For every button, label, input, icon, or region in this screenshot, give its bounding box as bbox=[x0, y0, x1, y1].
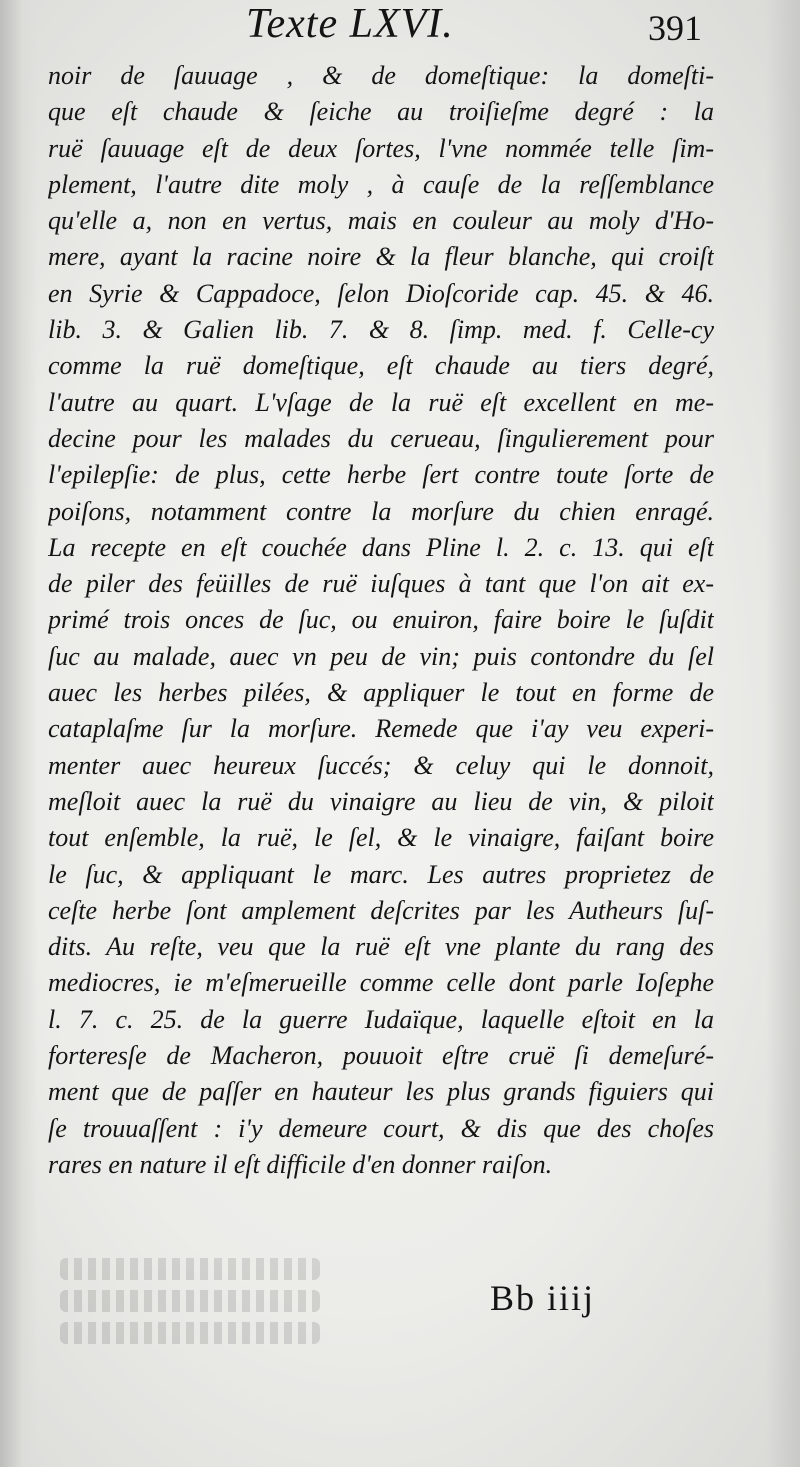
signature-mark: Bb iiij bbox=[490, 1278, 596, 1318]
text-line: mediocres, ie m'eſmerueille comme celle dont parle Ioſephe bbox=[48, 968, 714, 998]
text-line: primé trois onces de ſuc, ou enuiron, faire boire le ſuſdit bbox=[48, 605, 714, 635]
text-line: decine pour les malades du cerueau, ſingulierement pour bbox=[48, 423, 714, 453]
text-line: mere, ayant la racine noire & la fleur blanche, qui croiſt bbox=[48, 242, 714, 272]
text-line: dits. Au reſte, veu que la ruë eſt vne plante du rang des bbox=[48, 932, 714, 962]
page-number: 391 bbox=[648, 8, 702, 48]
text-line: l'epilepſie: de plus, cette herbe ſert contre toute ſorte de bbox=[48, 460, 714, 490]
text-line: menter auec heureux ſuccés; & celuy qui le donnoit, bbox=[48, 750, 714, 780]
body-text bbox=[48, 58, 714, 1183]
text-line: ſuc au malade, auec vn peu de vin; puis contondre du ſel bbox=[48, 641, 714, 671]
text-line: noir de ſauuage , & de domeſtique: la domeſti- bbox=[48, 61, 714, 90]
text-line: cataplaſme ſur la morſure. Remede que i'ay veu experi- bbox=[48, 714, 714, 744]
text-line: ſe trouuaſſent : i'y demeure court, & dis que des choſes bbox=[48, 1113, 714, 1143]
text-line: meſloit auec la ruë du vinaigre au lieu de vin, & piloit bbox=[48, 786, 714, 816]
running-title: Texte LXVI. bbox=[246, 1, 454, 47]
text-line: ruë ſauuage eſt de deux ſortes, l'vne nommée telle ſim- bbox=[48, 133, 714, 163]
text-line: auec les herbes pilées, & appliquer le tout en forme de bbox=[48, 678, 714, 708]
text-line: en Syrie & Cappadoce, ſelon Dioſcoride cap. 45. & 46. bbox=[48, 278, 714, 308]
text-line: plement, l'autre dite moly , à cauſe de la reſſemblance bbox=[48, 169, 714, 199]
text-line: que eſt chaude & ſeiche au troiſieſme degré : la bbox=[48, 97, 714, 127]
text-line: poiſons, notamment contre la morſure du chien enragé. bbox=[48, 496, 714, 526]
text-line: tout enſemble, la ruë, le ſel, & le vinaigre, faiſant boire bbox=[48, 823, 714, 853]
text-line: l'autre au quart. L'vſage de la ruë eſt excellent en me- bbox=[48, 387, 714, 417]
text-line: ment que de paſſer en hauteur les plus grands figuiers qui bbox=[48, 1077, 714, 1107]
text-line: le ſuc, & appliquant le marc. Les autres proprietez de bbox=[48, 859, 714, 889]
text-line: de piler des feüilles de ruë iuſques à tant que l'on ait ex- bbox=[48, 569, 714, 599]
text-line: l. 7. c. 25. de la guerre Iudaïque, laquelle eſtoit en la bbox=[48, 1004, 714, 1034]
running-head bbox=[0, 2, 800, 46]
text-line: ceſte herbe ſont amplement deſcrites par les Autheurs ſuſ- bbox=[48, 895, 714, 925]
text-line: lib. 3. & Galien lib. 7. & 8. ſimp. med. f. Celle-cy bbox=[48, 315, 714, 345]
text-line: La recepte en eſt couchée dans Pline l. 2. c. 13. qui eſt bbox=[48, 532, 714, 562]
text-line: comme la ruë domeſtique, eſt chaude au tiers degré, bbox=[48, 351, 714, 381]
show-through-marks bbox=[60, 1248, 320, 1378]
text-line: forteresſe de Macheron, pouuoit eſtre cruë ſi demeſuré- bbox=[48, 1041, 714, 1071]
text-line: qu'elle a, non en vertus, mais en couleur au moly d'Ho- bbox=[48, 206, 714, 236]
text-line: rares en nature il eſt difficile d'en donner raiſon. bbox=[48, 1149, 553, 1179]
